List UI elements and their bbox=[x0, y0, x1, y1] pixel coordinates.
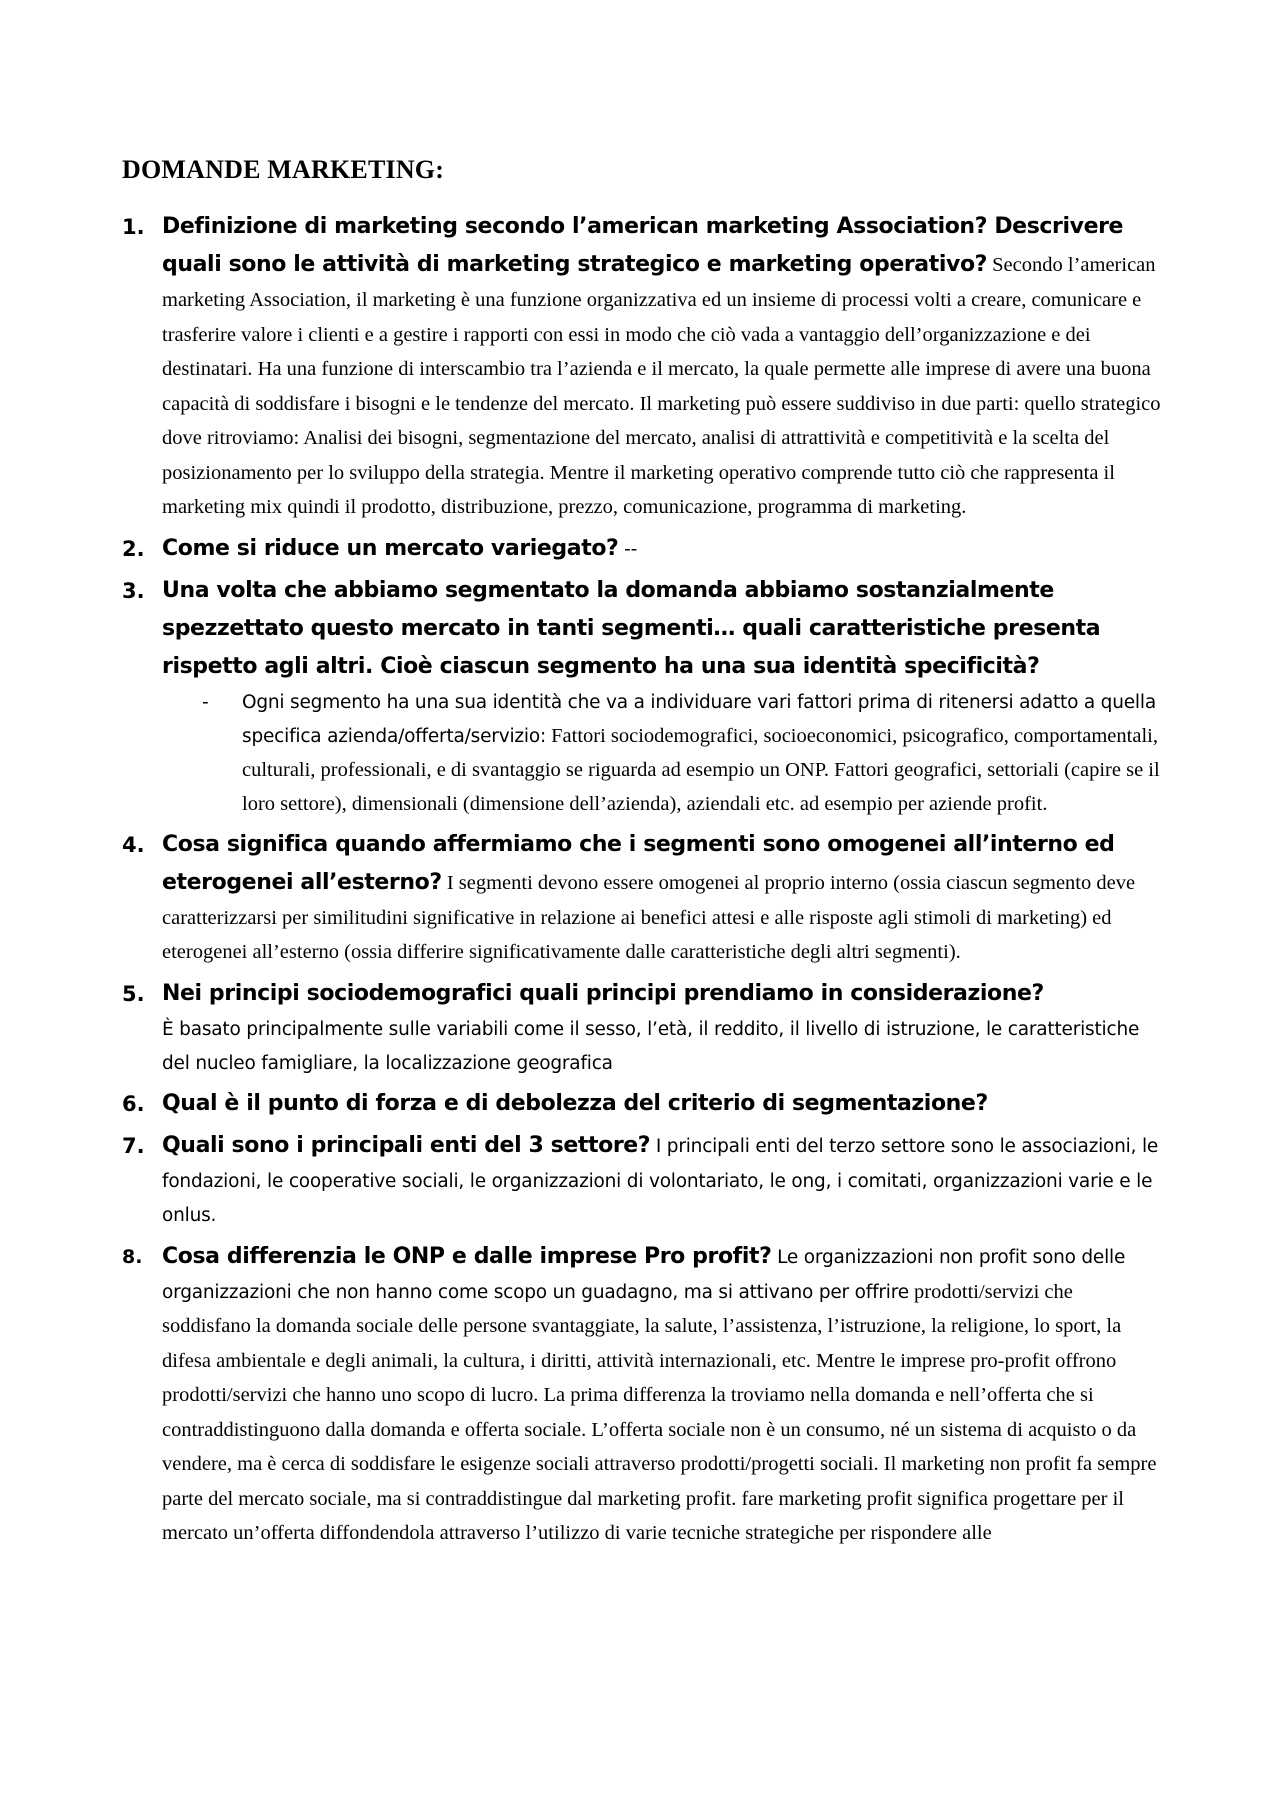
answer-text: Secondo l’american marketing Association, il marketing è una funzione organizzativa ed un insieme di processi volti a creare, comunicare e trasferire valore i clienti e a gestire i rapporti con essi in modo che ciò vada a vantaggio dell’organizzazione e dei destinatari. Ha una funzione di interscambio tra l’azienda e il mercato, la quale permette alle imprese di avere una buona capacità di soddisfare i bisogni e le tendenze del mercato. Il marketing può essere suddiviso in due parti: quello strategico dove ritroviamo: Analisi dei bisogni, segmentazione del mercato, analisi di attrattività e competitività e la scelta del posizionamento per lo sviluppo della strategia. Mentre il marketing operativo comprende tutto ciò che rappresenta il marketing mix quindi il prodotto, distribuzione, prezzo, comunicazione, programma di marketing. bbox=[162, 254, 1161, 518]
question-block bbox=[162, 1238, 1162, 1552]
answer-text: I segmenti devono essere omogenei al proprio interno (ossia ciascun segmento deve caratterizzarsi per similitudini significative in relazione ai benefici attesi e alle risposte agli stimoli di marketing) ed eterogenei all’esterno (ossia differire significativamente dalle caratteristiche degli altri segmenti). bbox=[162, 871, 1136, 963]
question-number: 2. bbox=[122, 536, 145, 561]
question-block bbox=[162, 826, 1162, 971]
question-text: Qual è il punto di forza e di debolezza del criterio di segmentazione? bbox=[162, 1090, 988, 1116]
question-block bbox=[162, 1085, 1162, 1123]
question-text: Definizione di marketing secondo l’american marketing Association? Descrivere quali sono le attività di marketing strategico e marketing operativo? bbox=[162, 214, 1124, 277]
answer-bullet bbox=[202, 686, 1162, 822]
bullet-marker: - bbox=[202, 691, 209, 713]
question-block bbox=[162, 208, 1162, 526]
question-block bbox=[162, 572, 1162, 686]
question-list bbox=[122, 208, 1162, 1556]
question-text: Una volta che abbiamo segmentato la domanda abbiamo sostanzialmente spezzettato questo mercato in tanti segmenti… quali caratteristiche presenta rispetto agli altri. Cioè ciascun segmento ha una sua identità specificità? bbox=[162, 577, 1101, 679]
question-item-6 bbox=[122, 1085, 1162, 1123]
answer-text: I principali enti del terzo settore sono le associazioni, le fondazioni, le cooperative sociali, le organizzazioni di volontariato, le ong, i comitati, organizzazioni varie e le onlus. bbox=[162, 1135, 1159, 1226]
bullet-text bbox=[242, 686, 1162, 822]
answer-text: Le organizzazioni non profit sono delle organizzazioni che non hanno come scopo un guadagno, ma si attivano per offrire bbox=[162, 1246, 1126, 1303]
question-number: 8. bbox=[122, 1245, 143, 1268]
question-item-3 bbox=[122, 572, 1162, 822]
answer-text-continued: Fattori sociodemografici, socioeconomici, psicografico, comportamentali, culturali, professionali, e di svantaggio se riguarda ad esempio un ONP. Fattori geografici, settoriali (capire se il loro settore), dimensionali (dimensione dell’azienda), aziendali etc. ad esempio per aziende profit. bbox=[242, 724, 1160, 815]
page-title: DOMANDE MARKETING: bbox=[122, 155, 445, 184]
question-number: 6. bbox=[122, 1091, 145, 1116]
question-number: 7. bbox=[122, 1133, 145, 1158]
question-item-1 bbox=[122, 208, 1162, 526]
question-item-2 bbox=[122, 530, 1162, 568]
question-text: Cosa differenzia le ONP e dalle imprese Pro profit? bbox=[162, 1243, 772, 1269]
question-text: Quali sono i principali enti del 3 settore? bbox=[162, 1132, 651, 1158]
question-block bbox=[162, 1127, 1162, 1234]
answer-text: -- bbox=[618, 538, 638, 560]
answer-text: È basato principalmente sulle variabili come il sesso, l’età, il reddito, il livello di istruzione, le caratteristiche del nucleo famigliare, la localizzazione geografica bbox=[162, 1018, 1140, 1074]
question-block bbox=[162, 975, 1162, 1013]
question-item-4 bbox=[122, 826, 1162, 971]
answer-text-continued: prodotti/servizi che soddisfano la domanda sociale delle persone svantaggiate, la salute, l’assistenza, l’istruzione, la religione, lo sport, la difesa ambientale e degli animali, la cultura, i diritti, attività internazionali, etc. Mentre le imprese pro-profit offrono prodotti/servizi che hanno uno scopo di lucro. La prima differenza la troviamo nella domanda e nell’offerta che si contraddistinguono dalla domanda e offerta sociale. L’offerta sociale non è un consumo, né un sistema di acquisto o da vendere, ma è cerca di soddisfare le esigenze sociali attraverso prodotti/progetti sociali. Il marketing non profit fa sempre parte del mercato sociale, ma si contraddistingue dal marketing profit. fare marketing profit significa progettare per il mercato un’offerta diffondendola attraverso l’utilizzo di varie tecniche strategiche per rispondere alle bbox=[162, 1280, 1157, 1544]
question-item-5 bbox=[122, 975, 1162, 1081]
question-text: Cosa significa quando affermiamo che i segmenti sono omogenei all’interno ed eterogenei all’esterno? bbox=[162, 831, 1115, 895]
question-number: 5. bbox=[122, 981, 145, 1006]
question-number: 1. bbox=[122, 215, 145, 239]
question-item-7 bbox=[122, 1127, 1162, 1234]
question-number: 4. bbox=[122, 832, 145, 857]
question-text: Nei principi sociodemografici quali principi prendiamo in considerazione? bbox=[162, 980, 1044, 1006]
question-block bbox=[162, 530, 1162, 568]
question-number: 3. bbox=[122, 578, 145, 603]
question-item-8 bbox=[122, 1238, 1162, 1552]
answer-text: Ogni segmento ha una sua identità che va a individuare vari fattori prima di ritenersi adatto a quella specifica azienda/offerta/servizio: bbox=[242, 691, 1156, 747]
question-text: Come si riduce un mercato variegato? bbox=[162, 535, 619, 561]
answer-block bbox=[162, 1013, 1162, 1081]
